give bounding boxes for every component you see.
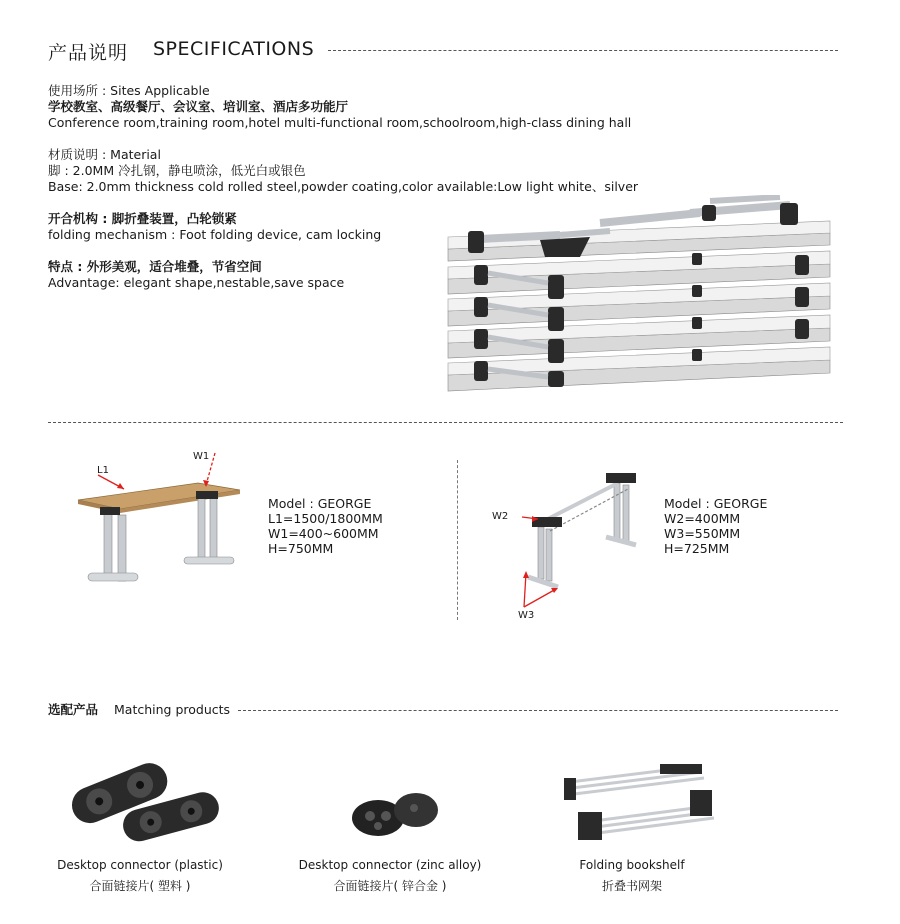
advantage-line-en: Advantage: elegant shape,nestable,save space [48, 275, 345, 290]
material-line-en: Base: 2.0mm thickness cold rolled steel,powder coating,color available:Low light white、silver [48, 179, 639, 194]
left-spec-list [268, 496, 383, 556]
product-3-name-cn: 折叠书网架 [601, 879, 662, 893]
mechanism-line-cn: 开合机构 : 脚折叠装置，凸轮锁紧 [48, 211, 237, 226]
product-1-name-en: Desktop connector (plastic) [57, 858, 223, 872]
middle-divider [48, 422, 843, 423]
left-spec-h: H=750MM [268, 541, 334, 556]
zinc-connector-image [340, 780, 450, 850]
material-line-cn: 脚 : 2.0MM 冷扎钢，静电喷涂，低光白或银色 [48, 163, 306, 178]
right-spec-w2: W2=400MM [664, 511, 741, 526]
left-spec-l1: L1=1500/1800MM [268, 511, 383, 526]
page-title-cn: 产品说明 [48, 42, 129, 64]
sites-line-en: Conference room,training room,hotel multi-functional room,schoolroom,high-class dining hall [48, 115, 632, 130]
matching-divider [238, 710, 838, 711]
right-spec-list [664, 496, 767, 556]
sites-heading: 使用场所 : Sites Applicable [48, 83, 210, 98]
label-l1: L1 [97, 465, 109, 476]
product-1-name-cn: 合面链接片( 塑料 ) [89, 879, 191, 893]
left-spec-model: Model : GEORGE [268, 496, 372, 511]
material-heading: 材质说明 : Material [48, 147, 161, 162]
sites-line-cn: 学校教室、高级餐厅、会议室、培训室、酒店多功能厅 [48, 99, 349, 114]
page-title-en: SPECIFICATIONS [153, 38, 315, 60]
stacked-tables-image [440, 195, 840, 405]
label-w1: W1 [193, 451, 210, 462]
leg-frame-diagram [510, 465, 650, 615]
header-divider [328, 50, 838, 51]
left-spec-w1: W1=400~600MM [268, 526, 379, 541]
mechanism-line-en: folding mechanism : Foot folding device, cam locking [48, 227, 382, 242]
right-spec-w3: W3=550MM [664, 526, 741, 541]
product-2-name-en: Desktop connector (zinc alloy) [298, 858, 482, 872]
right-spec-h: H=725MM [664, 541, 730, 556]
diagram-divider [457, 460, 458, 620]
matching-title-cn: 选配产品 [48, 702, 99, 717]
advantage-line-cn: 特点 : 外形美观，适合堆叠，节省空间 [48, 259, 262, 274]
matching-title-en: Matching products [114, 702, 231, 717]
product-3-name-en: Folding bookshelf [579, 858, 685, 872]
label-w3: W3 [518, 610, 535, 621]
folding-bookshelf-image [560, 760, 730, 850]
label-w2: W2 [492, 511, 509, 522]
right-spec-model: Model : GEORGE [664, 496, 768, 511]
product-2-name-cn: 合面链接片( 锌合金 ) [333, 879, 447, 893]
plastic-connector-image [60, 755, 230, 845]
